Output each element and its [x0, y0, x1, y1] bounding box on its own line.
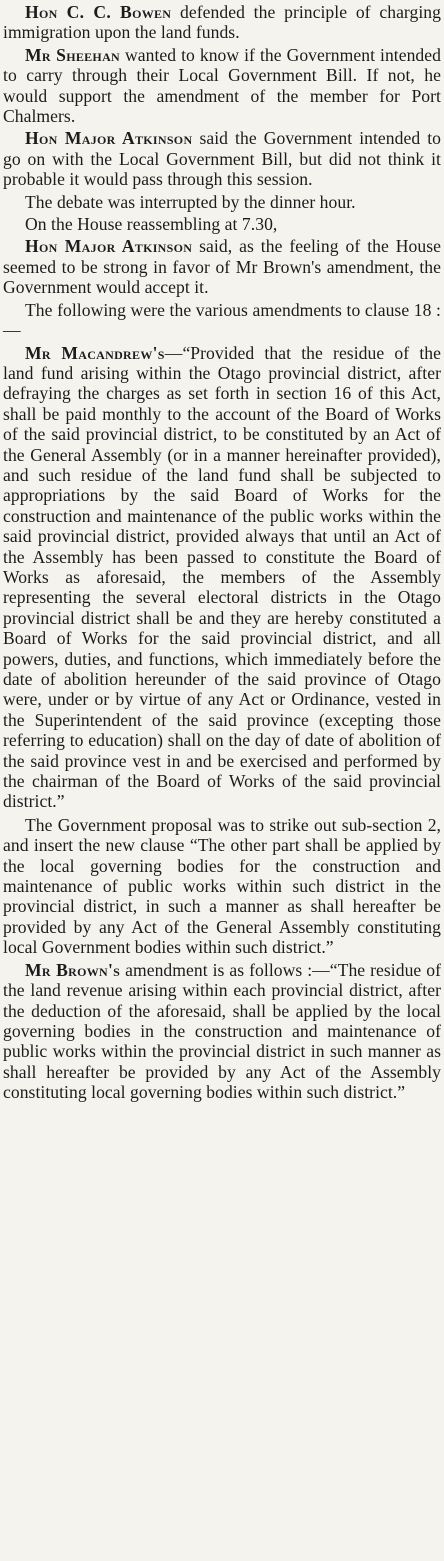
paragraph-text: defended the principle of charging immigration upon the land funds.	[3, 2, 441, 43]
paragraph-text: said, as the feeling of the House seemed to be strong in favor of Mr Brown's amendment, the Government would accept it.	[3, 236, 441, 298]
paragraph-text: wanted to know if the Government intended to carry through their Local Government Bill. If not, he would support the amendment of the member for Port Chalmers.	[3, 44, 441, 127]
paragraph-brown	[3, 960, 441, 1103]
paragraph-atkinson-1	[3, 128, 441, 189]
paragraph-text: said the Government intended to go on with the Local Government Bill, but did not think it probable it would pass through this session.	[3, 128, 441, 190]
paragraph-text: The following were the various amendments to clause 18 :—	[3, 299, 441, 341]
paragraph-amendments-intro	[3, 300, 441, 341]
paragraph-text: —“Provided that the residue of the land fund arising within the Otago provincial district, after defraying the charges as set forth in section 16 of this Act, shall be paid monthly to the account of the Board of Works of the said provincial district, to be constituted by an Act of the General Assembly (or in a manner hereinafter provided), and such residue of the land fund shall be subjected to appropriations by the said Board of Works for the construction and maintenance of the public works within the said provincial district, provided always that until an Act of the Assembly has been passed to constitute the Board of Works as aforesaid, the members of the Assembly representing the several electoral districts in the Otago provincial district shall be and they are hereby constituted a Board of Works for the said provincial district, and all powers, duties, and functions, which immediately before the date of abolition hereunder of the said province of Otago were, under or by virtue of any Act or Ordinance, vested in the Superintendent of the said province (excepting those referring to education) shall on the day of date of abolition of the said province vest in and be exercised and performed by the chairman of the Board of Works of the said provincial district.”	[3, 342, 441, 812]
speaker-name: Mr Sheehan	[25, 44, 120, 65]
paragraph-government-proposal	[3, 815, 441, 958]
speaker-name: Hon Major Atkinson	[25, 128, 193, 149]
paragraph-text: The debate was interrupted by the dinner hour.	[25, 191, 356, 212]
speaker-name: Hon C. C. Bowen	[25, 2, 172, 22]
paragraph-text: amendment is as follows :—“The residue of the land revenue arising within each provincial district, after the deduction of the aforesaid, shall be applied by the local governing bodies in the construction and maintenance of public works within the provincial district in such manner as shall hereafter be provided by any Act of the Assembly constituting local governing bodies within such district.”	[3, 959, 441, 1103]
paragraph-debate-interrupted	[3, 192, 441, 212]
paragraph-bowen	[3, 2, 441, 43]
paragraph-text: The Government proposal was to strike out sub-section 2, and insert the new clause “The other part shall be applied by the local governing bodies for the construction and maintenance of public works within such district in the provincial district, in such a manner as shall hereafter be provided by any Act of the General Assembly constituting local Government bodies within such district.”	[3, 814, 441, 958]
speaker-name: Mr Macandrew's	[25, 342, 165, 363]
paragraph-atkinson-2	[3, 236, 441, 297]
paragraph-text: On the House reassembling at 7.30,	[25, 214, 278, 235]
speaker-name: Hon Major Atkinson	[25, 236, 193, 257]
speaker-name: Mr Brown's	[25, 959, 121, 980]
paragraph-sheehan	[3, 45, 441, 127]
paragraph-macandrew	[3, 343, 441, 812]
paragraph-reassembling	[3, 214, 441, 234]
